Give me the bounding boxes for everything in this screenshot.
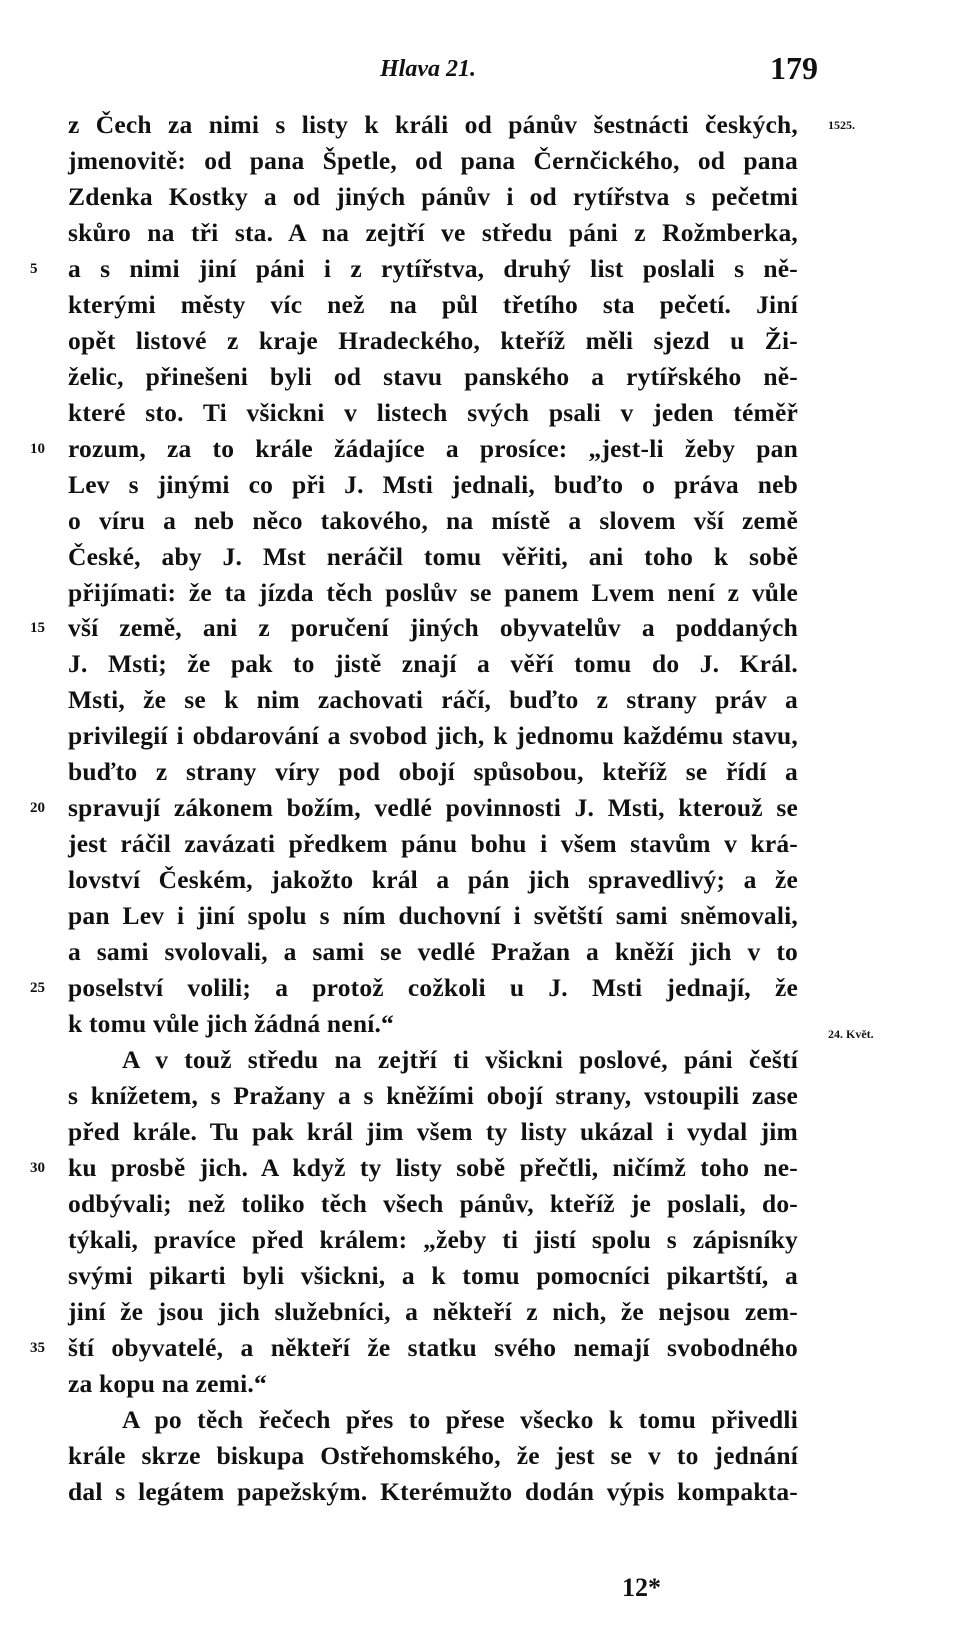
text-line: které sto. Ti všickni v listech svých psali v jeden téměř (68, 398, 798, 427)
signature-mark: 12* (622, 1573, 661, 1602)
line-number: 5 (30, 261, 38, 277)
text-line: vší země, ani z poručení jiných obyvatelův a poddaných (68, 613, 798, 642)
text-line: před krále. Tu pak král jim všem ty listy ukázal i vydal jim (68, 1117, 798, 1146)
text-line: rozum, za to krále žádajíce a prosíce: „jest-li žeby pan (68, 434, 798, 463)
text-line: dal s legátem papežským. Kterémužto dodán výpis kompakta- (68, 1477, 798, 1506)
line-number: 30 (30, 1160, 45, 1176)
page-header (0, 48, 960, 88)
text-line: jiní že jsou jich služebníci, a někteří z nich, že nejsou zem- (68, 1297, 798, 1326)
text-line: ští obyvatelé, a někteří že statku svého nemají svobodného (68, 1333, 798, 1362)
text-line: kterými městy víc než na půl třetího sta pečetí. Jiní (68, 290, 798, 319)
text-line: pan Lev i jiní spolu s ním duchovní i světští sami sněmovali, (68, 901, 798, 930)
text-line: buďto z strany víry pod obojí spůsobou, kteříž se řídí a (68, 757, 798, 786)
text-line: krále skrze biskupa Ostřehomského, že jest se v to jednání (68, 1441, 798, 1470)
line-number: 35 (30, 1340, 45, 1356)
text-line: z Čech za nimi s listy k králi od pánův šestnácti českých, (68, 110, 798, 139)
text-line: lovství Českém, jakožto král a pán jich spravedlivý; a že (68, 865, 798, 894)
running-head: Hlava 21. (380, 56, 476, 82)
text-line: České, aby J. Mst neráčil tomu věřiti, ani toho k sobě (68, 542, 798, 571)
text-line: poselství volili; a protož cožkoli u J. Msti jednají, že (68, 973, 798, 1002)
margin-note-date: 24. Květ. (828, 1027, 874, 1041)
line-number: 15 (30, 620, 45, 636)
text-line: skůro na tři sta. A na zejtří ve středu páni z Rožmberka, (68, 218, 798, 247)
page-number: 179 (770, 50, 818, 86)
text-line: týkali, pravíce před králem: „žeby ti jistí spolu s zápisníky (68, 1225, 798, 1254)
text-line: spravují zákonem božím, vedlé povinnosti J. Msti, kterouž se (68, 793, 798, 822)
text-line: za kopu na zemi.“ (68, 1369, 267, 1398)
paragraph-first-line: A v touž středu na zejtří ti všickni poslové, páni čeští (122, 1045, 798, 1074)
margin-note-year: 1525. (828, 118, 855, 132)
text-line: přijímati: že ta jízda těch poslův se panem Lvem není z vůle (68, 578, 798, 607)
text-line: jmenovitě: od pana Špetle, od pana Černčického, od pana (68, 146, 798, 175)
line-number: 20 (30, 800, 45, 816)
text-line: o víru a neb něco takového, na místě a slovem vší země (68, 506, 798, 535)
text-line: želic, přinešeni byli od stavu panského a rytířského ně- (68, 362, 798, 391)
text-line: k tomu vůle jich žádná není.“ (68, 1009, 395, 1038)
text-line: svými pikarti byli všickni, a k tomu pomocníci pikartští, a (68, 1261, 798, 1290)
text-line: privilegií i obdarování a svobod jich, k jednomu každému stavu, (68, 721, 798, 750)
text-line: ku prosbě jich. A když ty listy sobě přečtli, ničímž toho ne- (68, 1153, 798, 1182)
text-line: a s nimi jiní páni i z rytířstva, druhý list poslali s ně- (68, 254, 798, 283)
text-line: jest ráčil zavázati předkem pánu bohu i všem stavům v krá- (68, 829, 798, 858)
line-number: 25 (30, 980, 45, 996)
line-number: 10 (30, 441, 45, 457)
text-line: Msti, že se k nim zachovati ráčí, buďto z strany práv a (68, 685, 798, 714)
text-line: opět listové z kraje Hradeckého, kteříž měli sjezd u Ži- (68, 326, 798, 355)
text-line: J. Msti; že pak to jistě znají a věří tomu do J. Král. (68, 649, 798, 678)
paragraph-first-line: A po těch řečech přes to přese všecko k tomu přivedli (122, 1405, 798, 1434)
text-line: Zdenka Kostky a od jiných pánův i od rytířstva s pečetmi (68, 182, 798, 211)
text-line: a sami svolovali, a sami se vedlé Pražan a kněží jich v to (68, 937, 798, 966)
text-line: s knížetem, s Pražany a s kněžími obojí strany, vstoupili zase (68, 1081, 798, 1110)
text-line: odbývali; než toliko těch všech pánův, kteříž je poslali, do- (68, 1189, 798, 1218)
text-line: Lev s jinými co při J. Msti jednali, buďto o práva neb (68, 470, 798, 499)
